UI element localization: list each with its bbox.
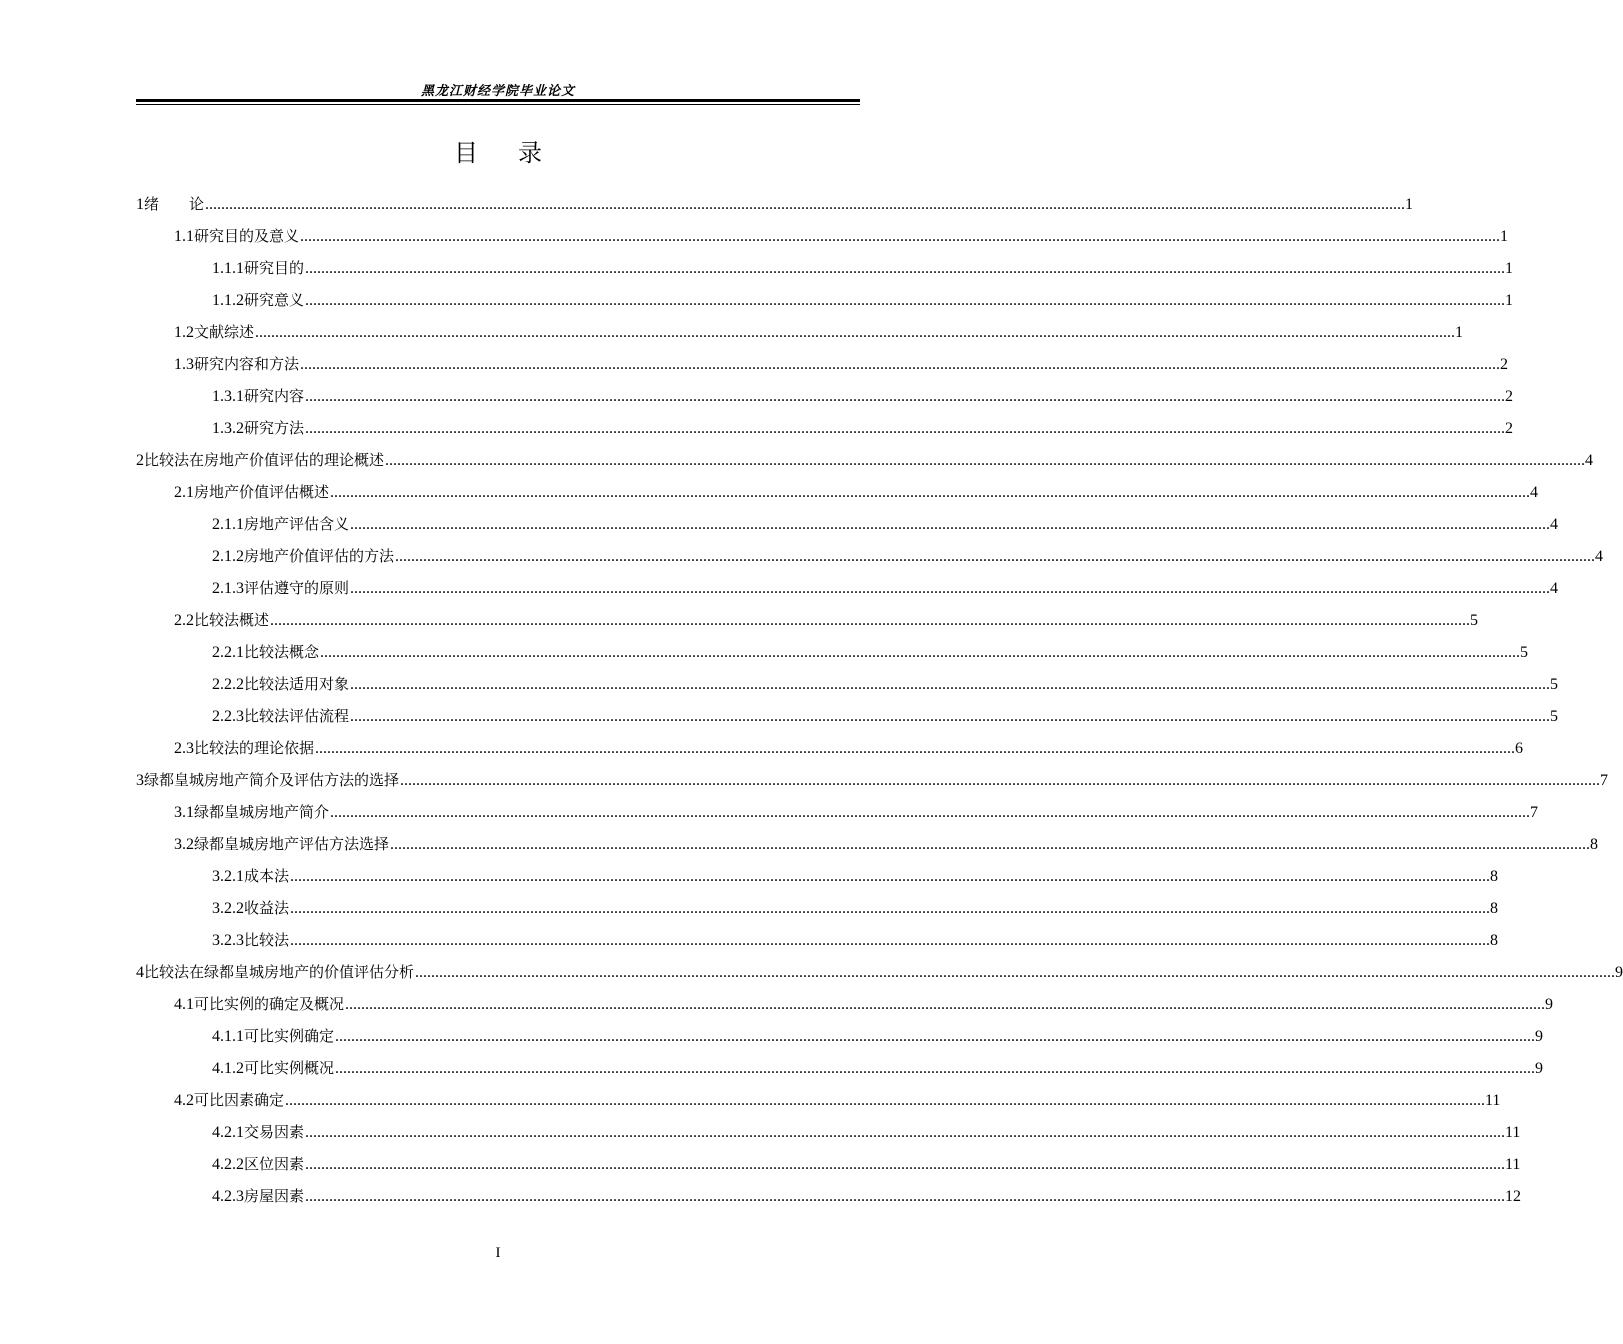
toc-entry-number: 4.1.2 xyxy=(212,1060,244,1077)
toc-dot-leader: ............................................................................................................................................................................................................................................................................................................ xyxy=(335,1060,1536,1077)
toc-entry-title: 绿都皇城房地产简介及评估方法的选择 xyxy=(144,771,400,789)
toc-entry-page: 1 xyxy=(1500,228,1509,245)
toc-entry[interactable] xyxy=(212,636,1529,668)
toc-entry-title: 比较法概念 xyxy=(244,643,320,661)
toc-dot-leader: ............................................................................................................................................................................................................................................................................................................ xyxy=(385,452,1586,469)
toc-entry-number: 1.3.2 xyxy=(212,420,244,437)
toc-dot-leader: ............................................................................................................................................................................................................................................................................................................ xyxy=(330,804,1531,821)
toc-entry-title: 研究方法 xyxy=(244,419,305,437)
toc-dot-leader: ............................................................................................................................................................................................................................................................................................................ xyxy=(285,1092,1486,1109)
toc-entry-page: 8 xyxy=(1590,836,1599,853)
toc-entry-number: 4.1 xyxy=(174,996,194,1013)
toc-dot-leader: ............................................................................................................................................................................................................................................................................................................ xyxy=(290,900,1491,917)
toc-entry-title: 可比实例确定 xyxy=(244,1027,335,1045)
toc-dot-leader: ............................................................................................................................................................................................................................................................................................................ xyxy=(350,580,1551,597)
toc-entry[interactable] xyxy=(174,796,1539,828)
toc-entry-number: 4.2.3 xyxy=(212,1188,244,1205)
toc-dot-leader: ............................................................................................................................................................................................................................................................................................................ xyxy=(305,1156,1506,1173)
toc-entry-page: 4 xyxy=(1530,484,1539,501)
toc-entry-number: 1 xyxy=(136,196,144,213)
toc-dot-leader: ............................................................................................................................................................................................................................................................................................................ xyxy=(305,388,1506,405)
toc-entry-page: 6 xyxy=(1515,740,1524,757)
toc-dot-leader: ............................................................................................................................................................................................................................................................................................................ xyxy=(305,1124,1506,1141)
toc-entry[interactable] xyxy=(212,540,1604,572)
page-number: I xyxy=(495,1245,501,1261)
toc-entry-number: 1.1.1 xyxy=(212,260,244,277)
toc-entry[interactable] xyxy=(212,1180,1522,1212)
toc-entry-number: 3.2.1 xyxy=(212,868,244,885)
toc-entry-title: 绿都皇城房地产评估方法选择 xyxy=(194,835,390,853)
toc-entry-page: 9 xyxy=(1535,1060,1544,1077)
toc-dot-leader: ............................................................................................................................................................................................................................................................................................................ xyxy=(270,612,1471,629)
toc-entry-number: 1.1 xyxy=(174,228,194,245)
toc-entry-title: 研究目的及意义 xyxy=(194,227,300,245)
toc-entry-number: 1.3 xyxy=(174,356,194,373)
toc-dot-leader: ............................................................................................................................................................................................................................................................................................................ xyxy=(415,964,1616,981)
toc-entry-page: 5 xyxy=(1470,612,1479,629)
toc-entry[interactable] xyxy=(212,412,1514,444)
toc-entry-number: 3.2.2 xyxy=(212,900,244,917)
toc-entry[interactable] xyxy=(136,764,1609,796)
toc-entry-page: 5 xyxy=(1520,644,1529,661)
toc-entry[interactable] xyxy=(212,668,1559,700)
toc-entry-page: 9 xyxy=(1545,996,1554,1013)
toc-entry-page: 11 xyxy=(1485,1092,1501,1109)
toc-entry[interactable] xyxy=(174,732,1524,764)
toc-entry-title: 比较法适用对象 xyxy=(244,675,350,693)
toc-entry-page: 1 xyxy=(1505,260,1514,277)
toc-dot-leader: ............................................................................................................................................................................................................................................................................................................ xyxy=(400,772,1601,789)
toc-dot-leader: ............................................................................................................................................................................................................................................................................................................ xyxy=(305,260,1506,277)
toc-entry-page: 8 xyxy=(1490,868,1499,885)
toc-entry[interactable] xyxy=(136,188,1414,220)
toc-entry-page: 4 xyxy=(1550,580,1559,597)
toc-entry-title: 房屋因素 xyxy=(244,1187,305,1205)
toc-entry[interactable] xyxy=(212,1020,1544,1052)
toc-entry-title: 研究目的 xyxy=(244,259,305,277)
toc-entry-number: 1.2 xyxy=(174,324,194,341)
toc-entry-page: 7 xyxy=(1530,804,1539,821)
toc-entry-title: 比较法在房地产价值评估的理论概述 xyxy=(144,451,385,469)
toc-entry-number: 1.3.1 xyxy=(212,388,244,405)
toc-entry-page: 11 xyxy=(1505,1156,1521,1173)
toc-entry-title: 比较法 xyxy=(244,931,290,949)
toc-entry[interactable] xyxy=(174,476,1539,508)
header-rule-thick xyxy=(136,99,860,102)
toc-entry-number: 2.3 xyxy=(174,740,194,757)
toc-entry-title: 研究意义 xyxy=(244,291,305,309)
toc-entry-page: 8 xyxy=(1490,932,1499,949)
toc-entry-page: 4 xyxy=(1550,516,1559,533)
toc-entry-title: 房地产价值评估的方法 xyxy=(244,547,395,565)
toc-entry-title: 成本法 xyxy=(244,867,290,885)
toc-entry-page: 1 xyxy=(1455,324,1464,341)
toc-entry-number: 4.2 xyxy=(174,1092,194,1109)
toc-entry[interactable] xyxy=(212,1148,1521,1180)
toc-entry-number: 2.2 xyxy=(174,612,194,629)
toc-entry[interactable] xyxy=(174,604,1479,636)
toc-entry[interactable] xyxy=(212,700,1559,732)
toc-entry-number: 2.1.2 xyxy=(212,548,244,565)
toc-entry-page: 7 xyxy=(1600,772,1609,789)
toc-entry-page: 2 xyxy=(1500,356,1509,373)
toc-dot-leader: ............................................................................................................................................................................................................................................................................................................ xyxy=(205,196,1406,213)
toc-entry-title: 比较法在绿都皇城房地产的价值评估分析 xyxy=(144,963,415,981)
toc-entry-number: 2.1 xyxy=(174,484,194,501)
toc-entry-title: 比较法概述 xyxy=(194,611,270,629)
toc-entry[interactable] xyxy=(212,1116,1521,1148)
toc-entry[interactable] xyxy=(174,828,1599,860)
toc-entry-number: 2.2.1 xyxy=(212,644,244,661)
toc-entry-number: 2.1.3 xyxy=(212,580,244,597)
toc-dot-leader: ............................................................................................................................................................................................................................................................................................................ xyxy=(255,324,1456,341)
toc-dot-leader: ............................................................................................................................................................................................................................................................................................................ xyxy=(345,996,1546,1013)
toc-entry[interactable] xyxy=(212,508,1559,540)
toc-entry[interactable] xyxy=(212,284,1514,316)
toc-entry[interactable] xyxy=(212,252,1514,284)
toc-entry[interactable] xyxy=(212,860,1499,892)
toc-entry-page: 5 xyxy=(1550,708,1559,725)
toc-entry-title: 可比因素确定 xyxy=(194,1091,285,1109)
toc-title: 目录 xyxy=(454,139,582,167)
toc-dot-leader: ............................................................................................................................................................................................................................................................................................................ xyxy=(305,1188,1506,1205)
toc-entry[interactable] xyxy=(174,988,1554,1020)
toc-entry-title: 绪 论 xyxy=(144,195,205,213)
toc-entry-number: 2 xyxy=(136,452,144,469)
toc-entry-number: 4.1.1 xyxy=(212,1028,244,1045)
running-header: 黑龙江财经学院毕业论文 xyxy=(420,84,575,99)
toc-entry-title: 收益法 xyxy=(244,899,290,917)
toc-entry[interactable] xyxy=(174,316,1464,348)
toc-entry-number: 3.2 xyxy=(174,836,194,853)
toc-entry-number: 3.1 xyxy=(174,804,194,821)
toc-entry-page: 11 xyxy=(1505,1124,1521,1141)
toc-entry-title: 交易因素 xyxy=(244,1123,305,1141)
toc-entry-number: 2.1.1 xyxy=(212,516,244,533)
toc-entry-title: 房地产价值评估概述 xyxy=(194,483,330,501)
toc-entry-title: 研究内容和方法 xyxy=(194,355,300,373)
toc-entry-title: 区位因素 xyxy=(244,1155,305,1173)
toc-dot-leader: ............................................................................................................................................................................................................................................................................................................ xyxy=(390,836,1591,853)
toc-entry[interactable] xyxy=(174,220,1509,252)
toc-dot-leader: ............................................................................................................................................................................................................................................................................................................ xyxy=(300,228,1501,245)
toc-entry-number: 2.2.3 xyxy=(212,708,244,725)
toc-entry-title: 文献综述 xyxy=(194,323,255,341)
toc-entry-title: 房地产评估含义 xyxy=(244,515,350,533)
toc-dot-leader: ............................................................................................................................................................................................................................................................................................................ xyxy=(395,548,1596,565)
toc-entry-page: 1 xyxy=(1505,292,1514,309)
toc-dot-leader: ............................................................................................................................................................................................................................................................................................................ xyxy=(290,868,1491,885)
toc-entry-page: 4 xyxy=(1595,548,1604,565)
toc-dot-leader: ............................................................................................................................................................................................................................................................................................................ xyxy=(315,740,1516,757)
toc-entry-title: 绿都皇城房地产简介 xyxy=(194,803,330,821)
toc-entry-page: 2 xyxy=(1505,388,1514,405)
toc-entry-page: 2 xyxy=(1505,420,1514,437)
toc-entry-page: 4 xyxy=(1585,452,1594,469)
toc-dot-leader: ............................................................................................................................................................................................................................................................................................................ xyxy=(305,292,1506,309)
toc-entry[interactable] xyxy=(212,924,1499,956)
toc-entry-number: 4.2.1 xyxy=(212,1124,244,1141)
toc-entry-title: 可比实例概况 xyxy=(244,1059,335,1077)
toc-entry-number: 3.2.3 xyxy=(212,932,244,949)
toc-dot-leader: ............................................................................................................................................................................................................................................................................................................ xyxy=(290,932,1491,949)
toc-entry-title: 比较法的理论依据 xyxy=(194,739,315,757)
toc-entry[interactable] xyxy=(174,348,1509,380)
toc-entry-title: 研究内容 xyxy=(244,387,305,405)
toc-dot-leader: ............................................................................................................................................................................................................................................................................................................ xyxy=(305,420,1506,437)
toc-entry[interactable] xyxy=(136,444,1594,476)
toc-dot-leader: ............................................................................................................................................................................................................................................................................................................ xyxy=(350,708,1551,725)
toc-entry-number: 4 xyxy=(136,964,144,981)
toc-entry-page: 9 xyxy=(1535,1028,1544,1045)
toc-entry[interactable] xyxy=(174,1084,1501,1116)
toc-dot-leader: ............................................................................................................................................................................................................................................................................................................ xyxy=(330,484,1531,501)
toc-dot-leader: ............................................................................................................................................................................................................................................................................................................ xyxy=(335,1028,1536,1045)
toc-entry-title: 比较法评估流程 xyxy=(244,707,350,725)
toc-dot-leader: ............................................................................................................................................................................................................................................................................................................ xyxy=(320,644,1521,661)
header-rule-thin xyxy=(136,104,860,105)
toc-dot-leader: ............................................................................................................................................................................................................................................................................................................ xyxy=(350,516,1551,533)
toc-entry-number: 1.1.2 xyxy=(212,292,244,309)
toc-entry-number: 4.2.2 xyxy=(212,1156,244,1173)
toc-entry[interactable] xyxy=(212,1052,1544,1084)
toc-entry-page: 5 xyxy=(1550,676,1559,693)
toc-entry-page: 1 xyxy=(1405,196,1414,213)
toc-entry-page: 9 xyxy=(1615,964,1623,981)
toc-entry-number: 3 xyxy=(136,772,144,789)
toc-entry-title: 评估遵守的原则 xyxy=(244,579,350,597)
toc-entry[interactable] xyxy=(212,892,1499,924)
toc-entry-page: 12 xyxy=(1505,1188,1522,1205)
toc-entry-page: 8 xyxy=(1490,900,1499,917)
toc-entry-number: 2.2.2 xyxy=(212,676,244,693)
toc-entry[interactable] xyxy=(136,956,1623,988)
toc-entry-title: 可比实例的确定及概况 xyxy=(194,995,345,1013)
toc-entry[interactable] xyxy=(212,380,1514,412)
toc-dot-leader: ............................................................................................................................................................................................................................................................................................................ xyxy=(300,356,1501,373)
toc-dot-leader: ............................................................................................................................................................................................................................................................................................................ xyxy=(350,676,1551,693)
toc-entry[interactable] xyxy=(212,572,1559,604)
